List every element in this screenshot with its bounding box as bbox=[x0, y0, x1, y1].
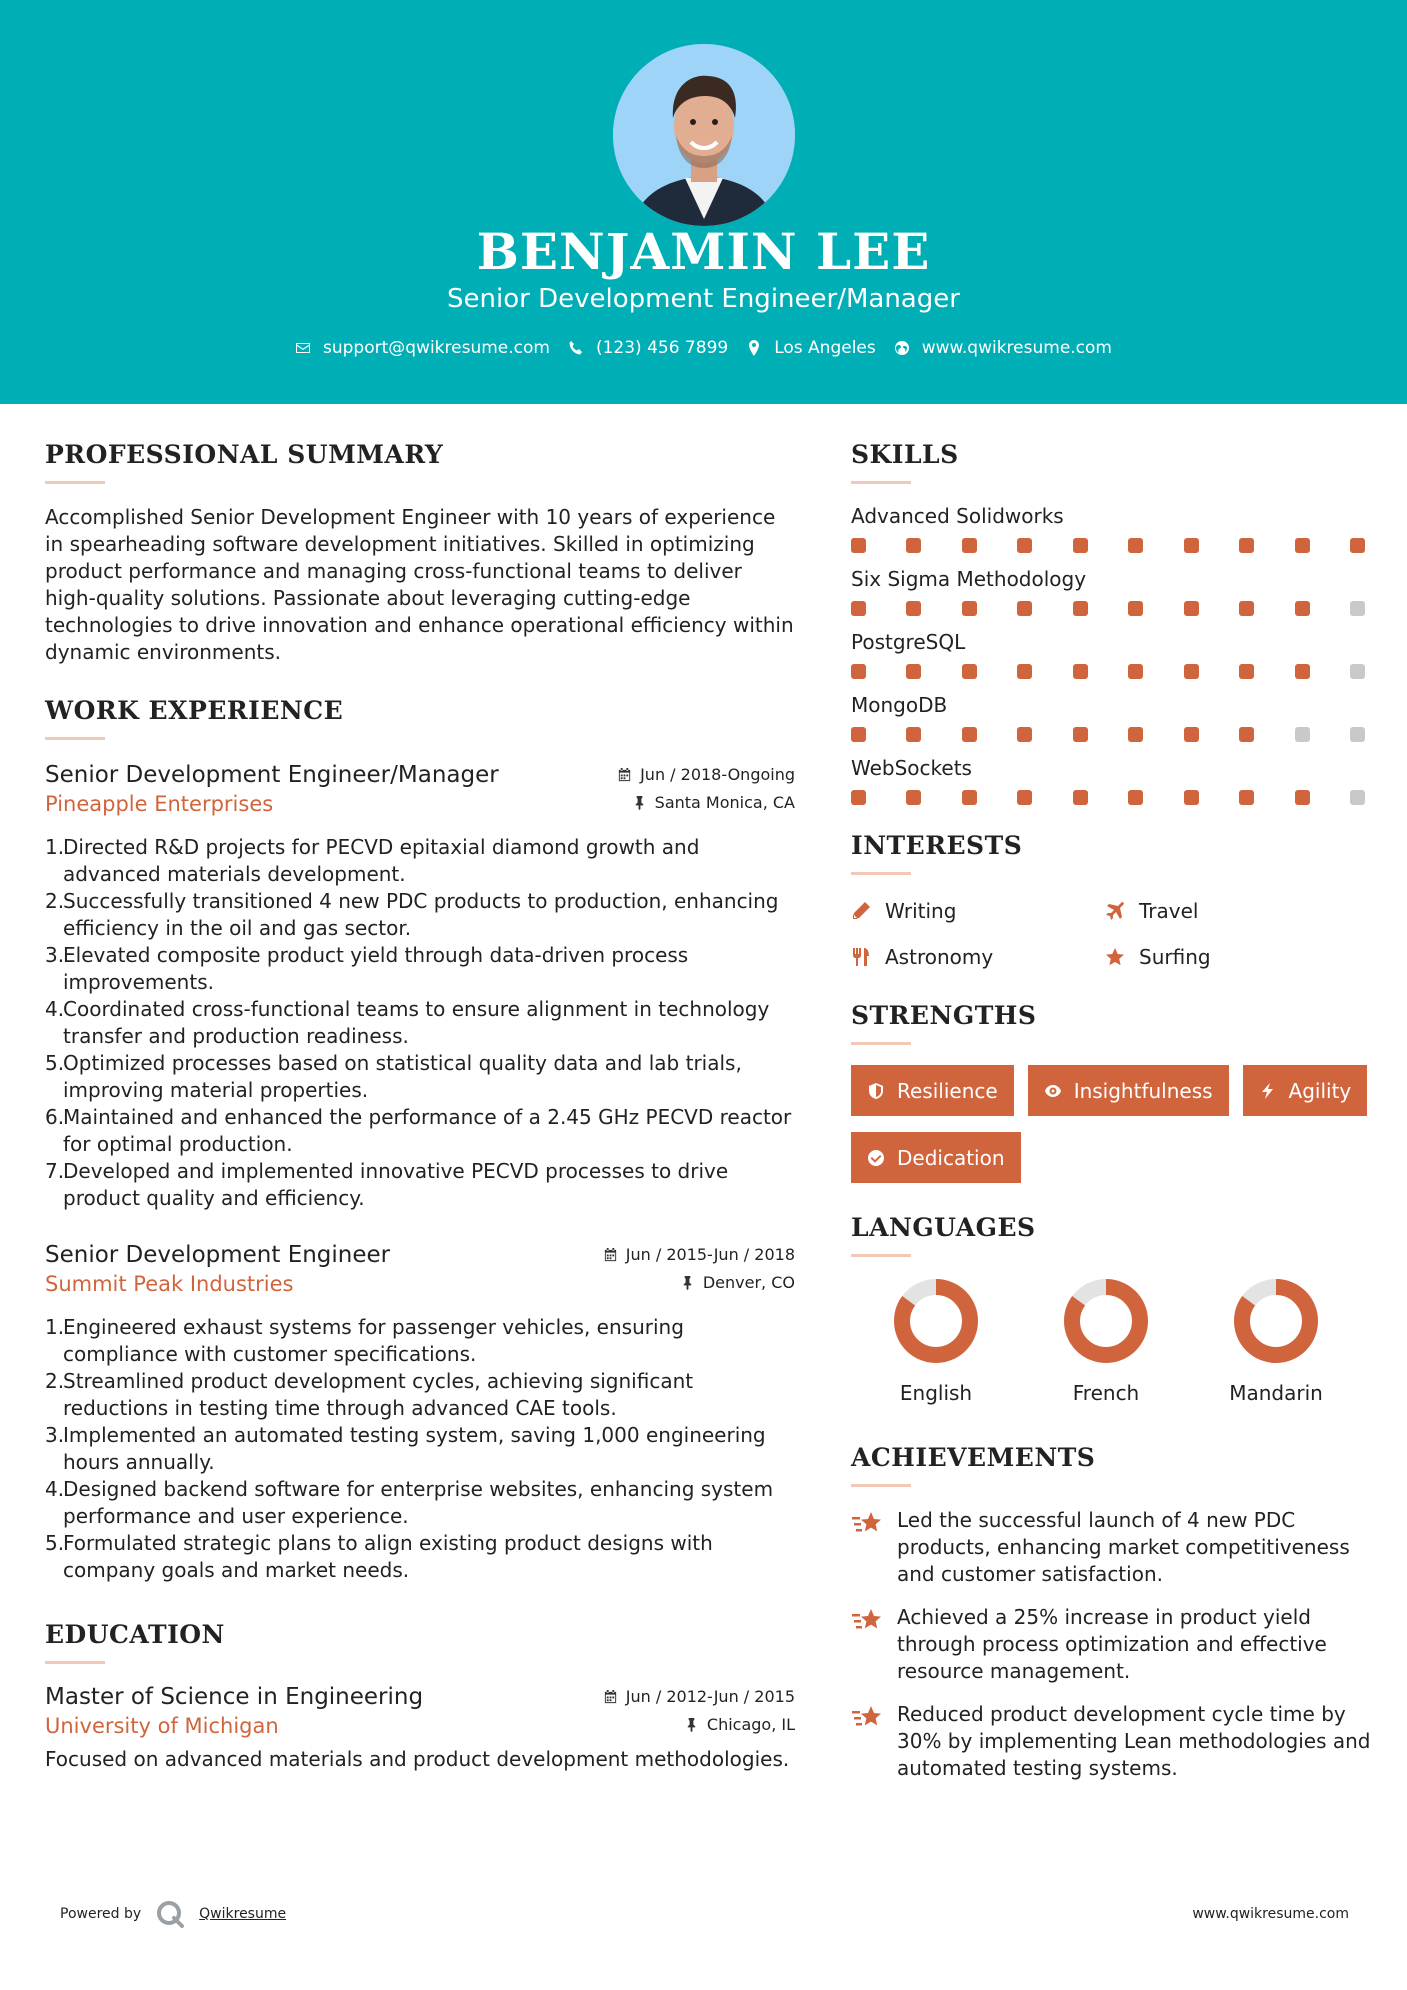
calendar-icon bbox=[603, 1247, 618, 1262]
language-name: Mandarin bbox=[1229, 1381, 1323, 1405]
strength-label: Agility bbox=[1288, 1078, 1352, 1103]
education-dates bbox=[603, 1684, 795, 1708]
achievement-text: Achieved a 25% increase in product yield through process optimization and effective resource management. bbox=[897, 1605, 1327, 1683]
list-item: 5. Formulated strategic plans to align existing product designs with company goals and market needs. bbox=[45, 1531, 713, 1582]
summary-text: Accomplished Senior Development Engineer with 10 years of experience in spearheading software development initiatives. Skilled in optimizing product performance and managing cross-functional teams to deliver high-quality solutions. Passionate about leveraging cutting-edge technologies to drive innovation and enhance operational efficiency within dynamic environments. bbox=[45, 505, 794, 664]
strengths-section bbox=[851, 1001, 1371, 1183]
skill-item bbox=[851, 504, 1371, 553]
language-donut bbox=[1062, 1277, 1150, 1365]
skill-rating bbox=[851, 538, 1365, 553]
achievement-text: Led the successful launch of 4 new PDC products, enhancing market competitiveness and customer satisfaction. bbox=[897, 1508, 1350, 1586]
strength-label: Insightfulness bbox=[1073, 1078, 1213, 1103]
education-dates-text: Jun / 2012-Jun / 2015 bbox=[625, 1686, 795, 1706]
rating-dot-filled bbox=[851, 727, 866, 742]
interest-item bbox=[1105, 895, 1355, 927]
school-name: University of Michigan bbox=[45, 1714, 279, 1738]
job-location bbox=[680, 1270, 795, 1294]
job-title: Senior Development Engineer/Manager bbox=[45, 762, 499, 788]
rating-dot-filled bbox=[1073, 790, 1088, 805]
skill-name: Advanced Solidworks bbox=[851, 504, 1064, 528]
pencil-icon bbox=[851, 901, 871, 921]
interest-item bbox=[851, 941, 1105, 973]
rating-dot-filled bbox=[906, 664, 921, 679]
language-name: English bbox=[899, 1381, 973, 1405]
company-name: Pineapple Enterprises bbox=[45, 792, 274, 816]
interest-item bbox=[1105, 941, 1355, 973]
rating-dot-filled bbox=[1295, 538, 1310, 553]
utensils-icon bbox=[851, 947, 871, 967]
job-title: Senior Development Engineer bbox=[45, 1242, 391, 1268]
rating-dot-filled bbox=[1239, 601, 1254, 616]
skill-item bbox=[851, 756, 1371, 805]
calendar-icon bbox=[617, 767, 632, 782]
globe-icon bbox=[894, 340, 910, 356]
language-item bbox=[1021, 1277, 1191, 1405]
rating-dot-filled bbox=[851, 538, 866, 553]
left-column bbox=[45, 440, 795, 1773]
list-item: 4. Coordinated cross-functional teams to ensure alignment in technology transfer and production readiness. bbox=[45, 997, 770, 1048]
job-dates bbox=[617, 762, 795, 786]
qwikresume-logo-icon bbox=[155, 1899, 185, 1929]
section-divider bbox=[45, 481, 105, 484]
star-award-icon bbox=[851, 1703, 885, 1733]
job-location-text: Denver, CO bbox=[702, 1272, 795, 1292]
achievement-item bbox=[851, 1604, 1371, 1685]
interest-label: Travel bbox=[1139, 899, 1199, 923]
calendar-icon bbox=[603, 1689, 618, 1704]
rating-dot-filled bbox=[1184, 790, 1199, 805]
language-donut bbox=[892, 1277, 980, 1365]
resume-header bbox=[0, 0, 1407, 404]
language-item bbox=[851, 1277, 1021, 1405]
rating-dot-filled bbox=[906, 538, 921, 553]
shield-icon bbox=[867, 1082, 885, 1100]
rating-dot-filled bbox=[1128, 664, 1143, 679]
company-name: Summit Peak Industries bbox=[45, 1272, 294, 1296]
rating-dot-filled bbox=[1295, 664, 1310, 679]
language-name: French bbox=[1072, 1381, 1140, 1405]
pushpin-icon bbox=[680, 1275, 695, 1290]
list-item: 7. Developed and implemented innovative PECVD processes to drive product quality and efficiency. bbox=[45, 1159, 729, 1210]
language-donut bbox=[1232, 1277, 1320, 1365]
rating-dot-filled bbox=[1128, 538, 1143, 553]
skill-rating bbox=[851, 790, 1365, 805]
summary-heading: PROFESSIONAL SUMMARY bbox=[45, 440, 444, 469]
contact-email[interactable] bbox=[295, 338, 550, 358]
check-circle-icon bbox=[867, 1149, 885, 1167]
eye-icon bbox=[1044, 1082, 1062, 1100]
bolt-icon bbox=[1259, 1082, 1277, 1100]
summary-section bbox=[45, 440, 795, 666]
right-column bbox=[851, 440, 1371, 1798]
skill-name: MongoDB bbox=[851, 693, 948, 717]
list-item: 1. Engineered exhaust systems for passenger vehicles, ensuring compliance with customer specifications. bbox=[45, 1315, 684, 1366]
star-award-icon bbox=[851, 1606, 885, 1636]
candidate-title: Senior Development Engineer/Manager bbox=[447, 284, 960, 314]
envelope-icon bbox=[295, 340, 311, 356]
skill-name: Six Sigma Methodology bbox=[851, 567, 1087, 591]
list-item: 2. Streamlined product development cycles, achieving significant reductions in testing time through advanced CAE tools. bbox=[45, 1369, 694, 1420]
job-dates-text: Jun / 2015-Jun / 2018 bbox=[625, 1244, 795, 1264]
rating-dot-filled bbox=[1017, 538, 1032, 553]
rating-dot-filled bbox=[962, 664, 977, 679]
interest-label: Surfing bbox=[1139, 945, 1211, 969]
interest-item bbox=[851, 895, 1105, 927]
job-dates-text: Jun / 2018-Ongoing bbox=[640, 764, 795, 784]
rating-dot-filled bbox=[906, 790, 921, 805]
skill-rating bbox=[851, 664, 1365, 679]
rating-dot-filled bbox=[962, 727, 977, 742]
rating-dot-filled bbox=[906, 727, 921, 742]
rating-dot-empty bbox=[1350, 727, 1365, 742]
contact-location bbox=[746, 338, 876, 358]
languages-section bbox=[851, 1213, 1371, 1405]
section-divider bbox=[851, 1254, 911, 1257]
list-item: 3. Implemented an automated testing system, saving 1,000 engineering hours annually. bbox=[45, 1423, 766, 1474]
rating-dot-filled bbox=[1239, 538, 1254, 553]
achievements-section bbox=[851, 1443, 1371, 1782]
achievement-item bbox=[851, 1701, 1371, 1782]
qwikresume-link[interactable]: Qwikresume bbox=[199, 1906, 287, 1922]
rating-dot-filled bbox=[851, 601, 866, 616]
rating-dot-filled bbox=[962, 601, 977, 616]
job-dates bbox=[603, 1242, 795, 1266]
strength-badge bbox=[1243, 1065, 1368, 1116]
rating-dot-filled bbox=[1128, 727, 1143, 742]
location-pin-icon bbox=[746, 340, 762, 356]
candidate-name: BENJAMIN LEE bbox=[476, 222, 931, 281]
rating-dot-empty bbox=[1295, 727, 1310, 742]
phone-icon bbox=[568, 340, 584, 356]
rating-dot-filled bbox=[1017, 727, 1032, 742]
powered-by-label: Powered by bbox=[60, 1906, 142, 1922]
job-location bbox=[632, 790, 795, 814]
rating-dot-filled bbox=[1184, 664, 1199, 679]
skill-name: PostgreSQL bbox=[851, 630, 966, 654]
list-item: 4. Designed backend software for enterprise websites, enhancing system performance and user experience. bbox=[45, 1477, 774, 1528]
skill-item bbox=[851, 630, 1371, 679]
section-divider bbox=[851, 1042, 911, 1045]
pushpin-icon bbox=[684, 1717, 699, 1732]
rating-dot-filled bbox=[1295, 790, 1310, 805]
interests-heading: INTERESTS bbox=[851, 831, 1023, 860]
list-item: 2. Successfully transitioned 4 new PDC products to production, enhancing efficiency in the oil and gas sector. bbox=[45, 889, 779, 940]
skill-item bbox=[851, 567, 1371, 616]
list-item: 5. Optimized processes based on statistical quality data and lab trials, improving material properties. bbox=[45, 1051, 742, 1102]
section-divider bbox=[851, 872, 911, 875]
job-bullets bbox=[45, 1314, 795, 1584]
education-location bbox=[684, 1712, 795, 1736]
section-divider bbox=[851, 481, 911, 484]
achievement-item bbox=[851, 1507, 1371, 1588]
section-divider bbox=[45, 1661, 105, 1664]
rating-dot-filled bbox=[1184, 727, 1199, 742]
section-divider bbox=[45, 737, 105, 740]
rating-dot-filled bbox=[1017, 790, 1032, 805]
contact-location-text: Los Angeles bbox=[774, 338, 876, 358]
list-item: 3. Elevated composite product yield through data-driven process improvements. bbox=[45, 943, 689, 994]
job-entry bbox=[45, 1242, 795, 1584]
rating-dot-filled bbox=[1073, 601, 1088, 616]
languages-heading: LANGUAGES bbox=[851, 1213, 1036, 1242]
rating-dot-filled bbox=[1184, 538, 1199, 553]
rating-dot-filled bbox=[1017, 664, 1032, 679]
education-location-text: Chicago, IL bbox=[706, 1714, 795, 1734]
job-entry bbox=[45, 762, 795, 1212]
experience-heading: WORK EXPERIENCE bbox=[45, 696, 344, 725]
contact-phone-text: (123) 456 7899 bbox=[595, 338, 729, 358]
star-award-icon bbox=[851, 1509, 885, 1539]
rating-dot-empty bbox=[1350, 790, 1365, 805]
skill-rating bbox=[851, 601, 1365, 616]
rating-dot-filled bbox=[1073, 664, 1088, 679]
education-section bbox=[45, 1620, 795, 1773]
rating-dot-filled bbox=[962, 790, 977, 805]
star-icon bbox=[1105, 947, 1125, 967]
strength-label: Dedication bbox=[897, 1145, 1005, 1170]
strengths-heading: STRENGTHS bbox=[851, 1001, 1037, 1030]
rating-dot-filled bbox=[1128, 790, 1143, 805]
interest-label: Writing bbox=[885, 899, 957, 923]
plane-icon bbox=[1105, 901, 1125, 921]
contact-website[interactable] bbox=[894, 338, 1112, 358]
powered-by bbox=[60, 1899, 286, 1929]
rating-dot-filled bbox=[1073, 727, 1088, 742]
rating-dot-empty bbox=[1350, 601, 1365, 616]
degree-title: Master of Science in Engineering bbox=[45, 1684, 424, 1710]
contact-email-text: support@qwikresume.com bbox=[323, 338, 550, 358]
rating-dot-filled bbox=[1128, 601, 1143, 616]
contact-bar bbox=[0, 338, 1407, 358]
profile-photo-illustration bbox=[613, 44, 795, 226]
rating-dot-filled bbox=[1239, 727, 1254, 742]
footer-website[interactable]: www.qwikresume.com bbox=[1192, 1906, 1349, 1922]
rating-dot-filled bbox=[1073, 538, 1088, 553]
achievements-heading: ACHIEVEMENTS bbox=[851, 1443, 1096, 1472]
skills-list bbox=[851, 504, 1371, 805]
education-heading: EDUCATION bbox=[45, 1620, 225, 1649]
section-divider bbox=[851, 1484, 911, 1487]
contact-phone[interactable] bbox=[568, 338, 728, 358]
rating-dot-filled bbox=[906, 601, 921, 616]
achievement-text: Reduced product development cycle time by 30% by implementing Lean methodologies and automated testing systems. bbox=[897, 1702, 1371, 1780]
strength-label: Resilience bbox=[897, 1078, 998, 1103]
skill-item bbox=[851, 693, 1371, 742]
profile-photo bbox=[613, 44, 795, 226]
job-bullets bbox=[45, 834, 795, 1212]
rating-dot-filled bbox=[1350, 538, 1365, 553]
interests-section bbox=[851, 831, 1371, 973]
rating-dot-empty bbox=[1350, 664, 1365, 679]
rating-dot-filled bbox=[1295, 601, 1310, 616]
rating-dot-filled bbox=[851, 790, 866, 805]
skill-rating bbox=[851, 727, 1365, 742]
rating-dot-filled bbox=[962, 538, 977, 553]
rating-dot-filled bbox=[1239, 790, 1254, 805]
strength-badge bbox=[1028, 1065, 1229, 1116]
rating-dot-filled bbox=[1239, 664, 1254, 679]
list-item: 6. Maintained and enhanced the performance of a 2.45 GHz PECVD reactor for optimal production. bbox=[45, 1105, 792, 1156]
strength-badge bbox=[851, 1065, 1014, 1116]
list-item: 1. Directed R&D projects for PECVD epitaxial diamond growth and advanced materials development. bbox=[45, 835, 700, 886]
experience-section bbox=[45, 696, 795, 1584]
contact-website-text: www.qwikresume.com bbox=[921, 338, 1112, 358]
education-description: Focused on advanced materials and product development methodologies. bbox=[45, 1747, 790, 1771]
rating-dot-filled bbox=[1184, 601, 1199, 616]
rating-dot-filled bbox=[1017, 601, 1032, 616]
pushpin-icon bbox=[632, 795, 647, 810]
skill-name: WebSockets bbox=[851, 756, 972, 780]
job-location-text: Santa Monica, CA bbox=[654, 792, 795, 812]
rating-dot-filled bbox=[851, 664, 866, 679]
language-item bbox=[1191, 1277, 1361, 1405]
strength-badge bbox=[851, 1132, 1021, 1183]
interest-label: Astronomy bbox=[885, 945, 994, 969]
skills-section bbox=[851, 440, 1371, 805]
skills-heading: SKILLS bbox=[851, 440, 959, 469]
